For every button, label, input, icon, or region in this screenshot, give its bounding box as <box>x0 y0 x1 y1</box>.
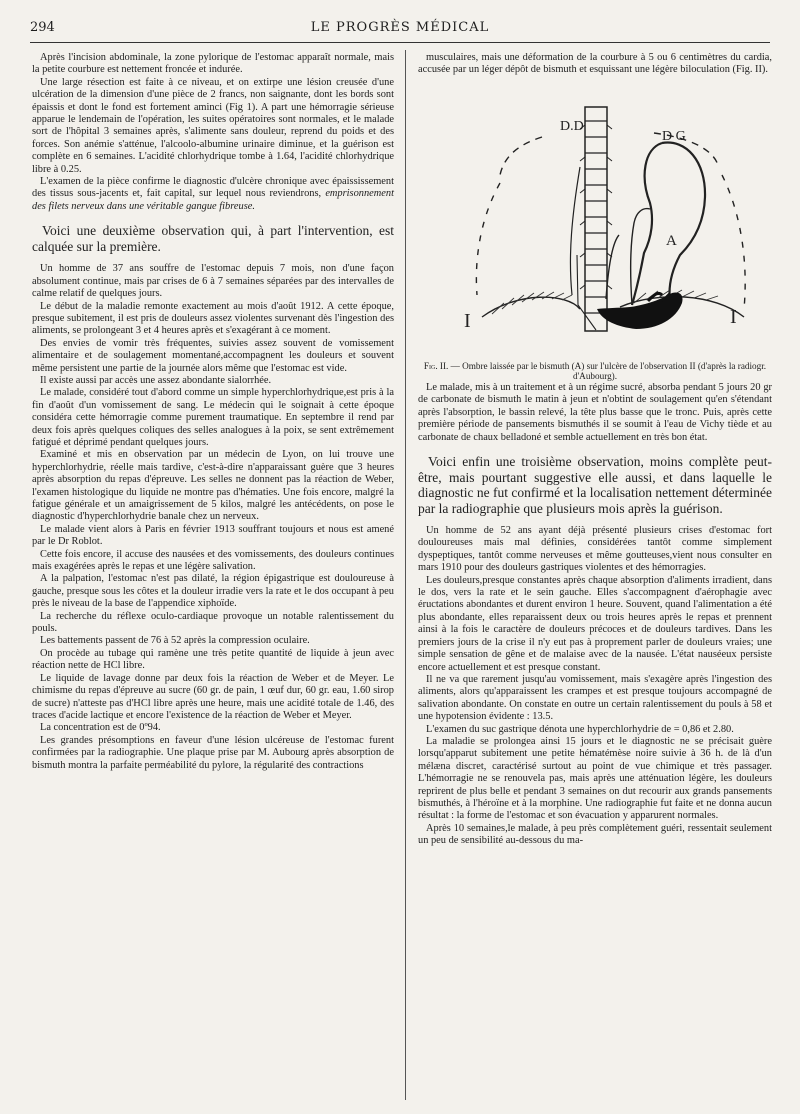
paragraph: Il ne va que rarement jusqu'au vomissement, mais s'exagère après l'ingestion des aliments, alors qu'apparaissent les crampes et est presque toujours accompagné de salivation abondante. On constate en outre un certain ralentissement du pouls à 58 et une hypotension évidente : 13.5. <box>418 673 772 723</box>
label-a: A <box>666 232 677 249</box>
header-rule <box>30 42 770 43</box>
label-i-right: I <box>730 305 737 328</box>
right-column <box>418 52 772 848</box>
column-divider <box>405 50 406 1100</box>
radiograph-figure <box>422 95 767 357</box>
paragraph: musculaires, mais une déformation de la courbure à 5 ou 6 centimètres du cardia, accusée par un léger dépôt de bismuth et esquissant une légère biloculation (Fig. II). <box>418 52 772 76</box>
paragraph: Après 10 semaines,le malade, à peu près complètement guéri, ressentait seulement un peu de sensibilité au-dessous du ma- <box>418 822 772 847</box>
paragraph: La maladie se prolongea ainsi 15 jours et le diagnostic ne se précisait guère lorsqu'apparut subitement une petite hématémèse noire suivie à 36 h. de là d'un mélæna discret, caractérisé surtout au point de vue chimique et très passager. L'hémorragie ne se renouvela pas, mais après une atténuation légère, les douleurs reprirent de plus belle et pendant 3 semaines on dut recourir aux grands pansements bismuthés, à l'héroïne et à la morphine. Une radiographie fut faite et ne donna aucun résultat : la forme de l'estomac et son évacuation y apparurent normales. <box>418 735 772 822</box>
label-dd: D.D <box>560 118 584 134</box>
paragraph: Le malade, considéré tout d'abord comme un simple hyperchlorhydrique,est pris à la fin d'août d'un vomissement de sang. Le médecin qui le soignait à cette époque considéra cette hémorragie comme purement traumatique. En septembre il rend par deux fois après quelques coliques des selles analogues à la poix, se sent extrêmement fatigué et déprimé pendant quelques jours. <box>32 387 394 448</box>
left-column <box>32 52 394 772</box>
label-dg: D G <box>662 128 686 144</box>
paragraph: On procède au tubage qui ramène une très petite quantité de liquide à jeun avec réaction nette de HCl libre. <box>32 647 394 672</box>
paragraph: Une large résection est faite à ce niveau, et on extirpe une lésion creusée d'une ulcération de la dimension d'une pièce de 2 francs, non saignante, dont les bords sont épaissis et dont le fond est fortement aminci (Fig 1). A part une hémorragie sérieuse apparue le lendemain de l'opération, les suites opératoires sont normales, et le malade sort de l'hôpital 3 semaines après, s'alimente sans douleur, reprend du poids et des forces. Son anémie s'atténue, l'alcoolo-albumine urinaire diminue, et la guérison est complète en 6 semaines. L'acidité chlorhydrique tombe à 1.64, l'acidité chlorhydrique libre à 0.25. <box>32 76 394 175</box>
paragraph: Après l'incision abdominale, la zone pylorique de l'estomac apparaît normale, mais la petite courbure est nettement froncée et indurée. <box>32 52 394 76</box>
caption-prefix: Fig. II. <box>423 360 449 371</box>
paragraph: Des envies de vomir très fréquentes, suivies assez souvent de vomissement alimentaire et de soulagement momentané,accompagnent les douleurs et souvent même persistent une partie de la journée alors même que l'estomac est vide. <box>32 337 394 374</box>
observation-intro: Voici une deuxième observation qui, à part l'intervention, est calquée sur la première. <box>32 223 394 254</box>
paragraph: La recherche du réflexe oculo-cardiaque provoque un notable ralentissement du pouls. <box>32 610 394 635</box>
paragraph: Le liquide de lavage donne par deux fois la réaction de Weber et de Meyer. Le chimisme du repas d'épreuve au sucre (60 gr. de pain, 1 œuf dur, 60 gr. eau, 1.60 sirop de sucre) n'atteste pas d'HCl libre après une heure, mais une acidité totale de 1.46, des traces d'acide lactique et encore l'existence de la réaction de Weber et Meyer. <box>32 672 394 721</box>
radiograph-drawing <box>422 95 767 357</box>
page-number: 294 <box>30 20 55 35</box>
label-i-left: I <box>464 309 471 332</box>
paragraph: L'examen du suc gastrique dénota une hyperchlorhydrie de = 0,86 et 2.80. <box>426 723 734 735</box>
paragraph: Un homme de 37 ans souffre de l'estomac depuis 7 mois, non d'une façon absolument continue, mais par crises de 6 à 7 semaines séparées par des intervalles de calme relatif de quelques jours. <box>32 263 394 300</box>
caption-text: — Ombre laissée par le bismuth (A) sur l'ulcère de l'observation II (d'après la radiogr. d'Aubourg). <box>448 360 767 382</box>
exam-italic-text: emprisonnement des filets nerveux dans une véritable gangue fibreuse. <box>32 188 394 212</box>
paragraph: Les douleurs,presque constantes après chaque absorption d'aliments irradient, dans le dos, vers la rate et le sein gauche. Elles s'accompagnent d'aérophagie avec éructations abondantes et durent environ 1 heure. Souvent, quand l'alimentation a été plus abondante, elles reparaissent deux ou trois heures après le repas et prennent ainsi à la fois le caractère de douleurs précoces et de douleurs tardives. Dans les premiers jours de la crise il n'y eut pas à proprement parler de douleurs vraies; une simple sensation de gêne et de malaise avec de la nausée. L'état nauséeux persiste encore actuellement et est presque constant. <box>418 574 772 673</box>
paragraph: La concentration est de 0º94. <box>40 722 161 734</box>
observation-intro: Voici enfin une troisième observation, moins complète peut-être, mais pourtant suggestive elle aussi, et dans laquelle le diagnostic ne fut confirmé et la localisation nettement déterminée par la radiographie que plusieurs mois après la guérison. <box>418 454 772 516</box>
paragraph: Le début de la maladie remonte exactement au mois d'août 1912. A cette époque, presque subitement, il est pris de douleurs assez violentes survenant dès l'ingestion des aliments, se prolongeant 3 et 4 heures après et s'exagérant à ce moment. <box>32 300 394 337</box>
paragraph: Les battements passent de 76 à 52 après la compression oculaire. <box>40 635 310 647</box>
paragraph: A la palpation, l'estomac n'est pas dilaté, la région épigastrique est douloureuse à gauche, presque sous les côtes et la douleur irradie vers la rate et le dos occupant à peu près le niveau de la base de l'appendice xiphoïde. <box>32 573 394 610</box>
paragraph: Cette fois encore, il accuse des nausées et des vomissements, des douleurs continues mais exagérées après le repas et une légère salivation. <box>32 548 394 573</box>
paragraph: Il existe aussi par accès une assez abondante sialorrhée. <box>40 374 272 386</box>
page-header <box>30 18 770 42</box>
paragraph: Examiné et mis en observation par un médecin de Lyon, on lui trouve une hyperchlorhydrie, réelle mais tardive, c'est-à-dire n'apparaissant guère que 3 heures après absorption du repas d'épreuve. Les selles ne donnent pas la réaction de Weber, l'examen histologique du liquide ne montre pas d'hématies. Une fois encore, malgré la fatigue générale et un amaigrissement de 5 kilos, malgré les antécédents, on pose le diagnostic d'hyperchlorhydrie banale chez un nerveux. <box>32 449 394 523</box>
paragraph: Le malade vient alors à Paris en février 1913 souffrant toujours et nous est amené par le Dr Roblot. <box>32 523 394 548</box>
exam-text: L'examen de la pièce confirme le diagnostic d'ulcère chronique avec épaississement des tissus sous-jacents et, fait capital, sur lequel nous reviendrons, <box>32 176 394 200</box>
figure-caption <box>418 361 772 382</box>
paragraph: Un homme de 52 ans ayant déjà présenté plusieurs crises d'estomac fort douloureuses mais mal définies, considérées tantôt comme simplement dyspeptiques, tantôt comme nerveuses et même goutteuses,vient nous consulter en mars 1910 pour des douleurs gastriques violentes et des hémorragies. <box>418 525 772 574</box>
paragraph: Le malade, mis à un traitement et à un régime sucré, absorba pendant 5 jours 20 gr de carbonate de bismuth le matin à jeun et n'obtint de soulagement qu'en s'étendant après l'absorption, le bassin relevé, la tête plus basse que le tronc. Puis, après cette première période de pansements bismuthés il se soumit à l'eau de Vichy tiède et au carbonate de chaux belladoné et semble actuellement en très bon état. <box>418 382 772 443</box>
paragraph: Les grandes présomptions en faveur d'une lésion ulcéreuse de l'estomac furent confirmées par la radiographie. Une plaque prise par M. Aubourg après absorption de bismuth montra la parfaite perméabilité du pylore, la régularité des contractions <box>32 734 394 771</box>
running-title: LE PROGRÈS MÉDICAL <box>310 20 490 35</box>
exam-paragraph <box>32 176 394 213</box>
